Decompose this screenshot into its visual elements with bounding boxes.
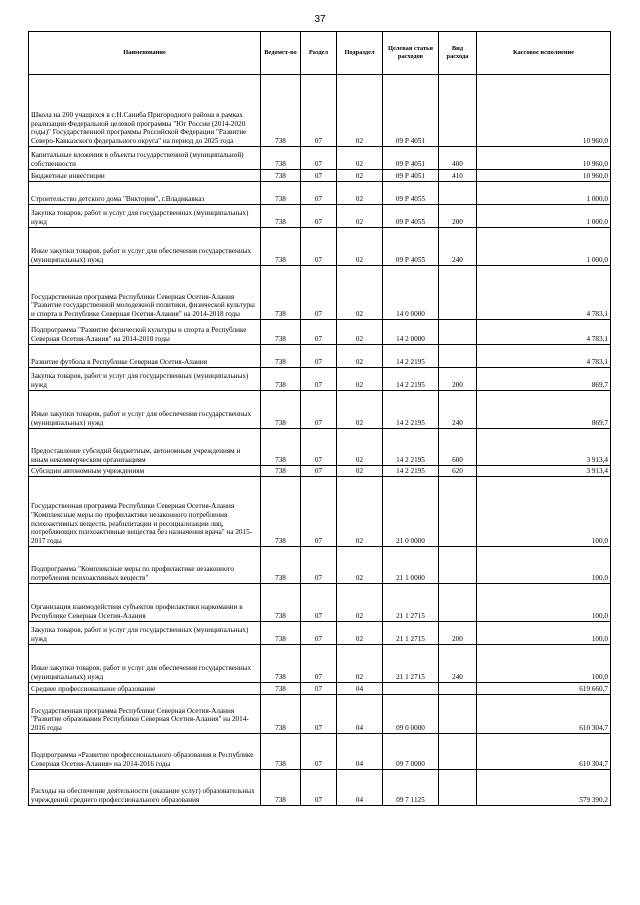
row-target: 21 1 0000: [383, 547, 439, 584]
table-row: [29, 477, 611, 547]
row-section: 07: [301, 320, 337, 345]
row-section: 07: [301, 147, 337, 170]
table-body: [29, 75, 611, 806]
row-name: Развитие футбола в Республике Северная Осетия-Алания: [29, 345, 261, 368]
row-subsection: 02: [337, 466, 383, 477]
row-name: Строительство детского дома "Виктория", г.Владикавказ: [29, 182, 261, 205]
row-name: Закупка товаров, работ и услуг для государственных (муниципальных) нужд: [29, 368, 261, 391]
row-dept: 738: [261, 75, 301, 147]
row-subsection: 02: [337, 170, 383, 182]
row-target: 09 Р 4055: [383, 205, 439, 228]
row-amount: 4 783,1: [477, 345, 611, 368]
table-row: [29, 770, 611, 806]
row-name: Иные закупки товаров, работ и услуг для обеспечения государственных (муниципальных) нужд: [29, 645, 261, 683]
row-amount: 1 000,0: [477, 182, 611, 205]
row-target: 09 Р 4051: [383, 147, 439, 170]
row-subsection: 02: [337, 429, 383, 466]
row-dept: 738: [261, 228, 301, 266]
row-target: 21 1 2715: [383, 645, 439, 683]
row-subsection: 02: [337, 391, 383, 429]
row-section: 07: [301, 645, 337, 683]
table-row: [29, 622, 611, 645]
header-section: Раздел: [301, 32, 337, 75]
row-section: 07: [301, 205, 337, 228]
row-dept: 738: [261, 770, 301, 806]
row-name: Расходы на обеспечение деятельности (оказание услуг) образовательных учреждений среднего профессионального образования: [29, 770, 261, 806]
page-number: 37: [314, 14, 326, 25]
row-kind: [439, 770, 477, 806]
row-section: 07: [301, 584, 337, 622]
row-kind: 620: [439, 466, 477, 477]
row-section: 07: [301, 547, 337, 584]
row-name: Государственная программа Республики Северная Осетия-Алания "Развитие государственной молодежной политики, физической культуры и спорта в Республике Северная Осетия-Алания" на 2014-2018 годы: [29, 266, 261, 320]
row-subsection: 04: [337, 695, 383, 734]
row-amount: 579 390,2: [477, 770, 611, 806]
row-subsection: 02: [337, 320, 383, 345]
row-subsection: 04: [337, 734, 383, 770]
row-amount: 610 304,7: [477, 734, 611, 770]
row-dept: 738: [261, 345, 301, 368]
row-kind: 200: [439, 368, 477, 391]
row-kind: 410: [439, 170, 477, 182]
row-amount: 100,0: [477, 622, 611, 645]
row-amount: 10 960,0: [477, 147, 611, 170]
row-section: 07: [301, 695, 337, 734]
row-section: 07: [301, 182, 337, 205]
row-dept: 738: [261, 182, 301, 205]
row-dept: 738: [261, 205, 301, 228]
row-kind: [439, 320, 477, 345]
table-row: [29, 683, 611, 695]
row-dept: 738: [261, 584, 301, 622]
row-kind: [439, 734, 477, 770]
row-dept: 738: [261, 547, 301, 584]
table-row: [29, 429, 611, 466]
row-subsection: 02: [337, 345, 383, 368]
row-dept: 738: [261, 320, 301, 345]
row-name: Подпрограмма "Комплексные меры по профилактике незаконного потребления психоактивных веществ": [29, 547, 261, 584]
row-kind: 400: [439, 147, 477, 170]
row-dept: 738: [261, 645, 301, 683]
row-name: Организация взаимодействия субъектов профилактики наркомании в Республике Северная Осетия-Алания: [29, 584, 261, 622]
header-dept: Ведомст-во: [261, 32, 301, 75]
row-name: Иные закупки товаров, работ и услуг для обеспечения государственных (муниципальных) нужд: [29, 391, 261, 429]
row-subsection: 02: [337, 547, 383, 584]
row-dept: 738: [261, 477, 301, 547]
row-section: 07: [301, 683, 337, 695]
header-subsection: Подраздел: [337, 32, 383, 75]
row-dept: 738: [261, 429, 301, 466]
row-subsection: 02: [337, 645, 383, 683]
row-name: Предоставление субсидий бюджетным, автономным учреждениям и иным некоммерческим организациям: [29, 429, 261, 466]
row-subsection: 02: [337, 205, 383, 228]
row-subsection: 02: [337, 75, 383, 147]
row-target: 14 2 2195: [383, 345, 439, 368]
row-subsection: 02: [337, 266, 383, 320]
row-section: 07: [301, 770, 337, 806]
row-target: 09 7 0000: [383, 734, 439, 770]
row-kind: 240: [439, 391, 477, 429]
row-amount: 1 000,0: [477, 228, 611, 266]
row-section: 07: [301, 170, 337, 182]
budget-table: [28, 31, 611, 806]
row-target: 21 1 2715: [383, 584, 439, 622]
row-subsection: 02: [337, 228, 383, 266]
row-section: 07: [301, 429, 337, 466]
row-target: 14 2 2195: [383, 429, 439, 466]
row-name: Подпрограмма "Развитие физической культуры и спорта в Республике Северная Осетия-Алания" на 2014-2018 годы: [29, 320, 261, 345]
table-row: [29, 368, 611, 391]
row-target: 21 0 0000: [383, 477, 439, 547]
row-subsection: 02: [337, 584, 383, 622]
row-target: 21 1 2715: [383, 622, 439, 645]
table-row: [29, 547, 611, 584]
row-dept: 738: [261, 147, 301, 170]
table-row: [29, 466, 611, 477]
row-target: [383, 683, 439, 695]
table-row: [29, 75, 611, 147]
row-section: 07: [301, 734, 337, 770]
table-row: [29, 205, 611, 228]
row-amount: 100,0: [477, 584, 611, 622]
row-target: 09 Р 4051: [383, 75, 439, 147]
row-target: 14 2 2195: [383, 368, 439, 391]
row-dept: 738: [261, 683, 301, 695]
row-kind: [439, 477, 477, 547]
row-section: 07: [301, 466, 337, 477]
row-name: Закупка товаров, работ и услуг для государственных (муниципальных) нужд: [29, 622, 261, 645]
row-name: Подпрограмма «Развитие профессионального образования в Республике Северная Осетия-Алания» на 2014-2016 годы: [29, 734, 261, 770]
row-amount: 619 660,7: [477, 683, 611, 695]
row-amount: 1 000,0: [477, 205, 611, 228]
table-row: [29, 266, 611, 320]
row-subsection: 02: [337, 182, 383, 205]
row-section: 07: [301, 622, 337, 645]
row-kind: [439, 266, 477, 320]
row-kind: [439, 584, 477, 622]
row-section: 07: [301, 477, 337, 547]
row-amount: 869,7: [477, 368, 611, 391]
row-section: 07: [301, 228, 337, 266]
row-kind: [439, 182, 477, 205]
header-row: [29, 32, 611, 75]
row-name: Закупка товаров, работ и услуг для государственных (муниципальных) нужд: [29, 205, 261, 228]
row-kind: 600: [439, 429, 477, 466]
table-row: [29, 320, 611, 345]
row-subsection: 02: [337, 477, 383, 547]
row-subsection: 04: [337, 683, 383, 695]
row-amount: 869,7: [477, 391, 611, 429]
header-target: Целевая статья расходов: [383, 32, 439, 75]
row-amount: 10 960,0: [477, 170, 611, 182]
table-row: [29, 345, 611, 368]
table-row: [29, 391, 611, 429]
row-amount: 4 783,1: [477, 320, 611, 345]
table-row: [29, 734, 611, 770]
row-target: 09 7 1125: [383, 770, 439, 806]
row-name: Государственная программа Республики Северная Осетия-Алания "Развитие образования Республики Северная Осетия-Алания" на 2014-2016 годы: [29, 695, 261, 734]
header-name: Наименование: [29, 32, 261, 75]
row-amount: 100,0: [477, 477, 611, 547]
row-subsection: 02: [337, 368, 383, 391]
row-amount: 10 960,0: [477, 75, 611, 147]
row-target: 14 2 0000: [383, 320, 439, 345]
row-kind: [439, 75, 477, 147]
row-dept: 738: [261, 466, 301, 477]
row-subsection: 02: [337, 147, 383, 170]
row-target: 09 Р 4055: [383, 182, 439, 205]
table-row: [29, 645, 611, 683]
row-name: Бюджетные инвестиции: [29, 170, 261, 182]
row-name: Среднее профессиональное образование: [29, 683, 261, 695]
header-kind: Вид расхода: [439, 32, 477, 75]
row-section: 07: [301, 345, 337, 368]
row-kind: 240: [439, 645, 477, 683]
row-amount: 100,0: [477, 547, 611, 584]
table-row: [29, 147, 611, 170]
row-amount: 610 304,7: [477, 695, 611, 734]
row-subsection: 04: [337, 770, 383, 806]
row-target: 14 2 2195: [383, 466, 439, 477]
row-name: Государственная программа Республики Северная Осетия-Алания "Комплексные меры по профилактике незаконного потребления психоактивных веществ, реабилитации и ресоциализации лиц, потребляющих психоактивные вещества без назначения врача" на 2015-2017 годы: [29, 477, 261, 547]
table-row: [29, 584, 611, 622]
row-kind: 200: [439, 622, 477, 645]
row-section: 07: [301, 368, 337, 391]
row-section: 07: [301, 391, 337, 429]
row-target: 14 0 0000: [383, 266, 439, 320]
row-target: 09 Р 4055: [383, 228, 439, 266]
row-dept: 738: [261, 391, 301, 429]
table-row: [29, 695, 611, 734]
row-dept: 738: [261, 695, 301, 734]
row-amount: 3 913,4: [477, 429, 611, 466]
header-amount: Кассовое исполнение: [477, 32, 611, 75]
row-kind: [439, 547, 477, 584]
row-kind: [439, 683, 477, 695]
row-kind: [439, 695, 477, 734]
row-amount: 4 783,1: [477, 266, 611, 320]
row-dept: 738: [261, 734, 301, 770]
row-section: 07: [301, 75, 337, 147]
row-name: Субсидии автономным учреждениям: [29, 466, 261, 477]
row-amount: 3 913,4: [477, 466, 611, 477]
row-name: Школа на 200 учащихся в с.Н.Саниба Пригородного района в рамках реализации Федеральной целевой программы "Юг России (2014-2020 годы)" Государственной программы Российской Федерации "Развитие Северо-Кавказского федерального округа" на период до 2025 года: [29, 75, 261, 147]
row-dept: 738: [261, 622, 301, 645]
row-kind: [439, 345, 477, 368]
row-dept: 738: [261, 368, 301, 391]
row-subsection: 02: [337, 622, 383, 645]
row-kind: 240: [439, 228, 477, 266]
row-section: 07: [301, 266, 337, 320]
row-target: 09 Р 4051: [383, 170, 439, 182]
row-target: 09 0 0000: [383, 695, 439, 734]
row-kind: 200: [439, 205, 477, 228]
row-amount: 100,0: [477, 645, 611, 683]
row-dept: 738: [261, 170, 301, 182]
row-target: 14 2 2195: [383, 391, 439, 429]
table-row: [29, 228, 611, 266]
row-name: Иные закупки товаров, работ и услуг для обеспечения государственных (муниципальных) нужд: [29, 228, 261, 266]
table-row: [29, 182, 611, 205]
row-name: Капитальные вложения в объекты государственной (муниципальной) собственности: [29, 147, 261, 170]
row-dept: 738: [261, 266, 301, 320]
table-row: [29, 170, 611, 182]
